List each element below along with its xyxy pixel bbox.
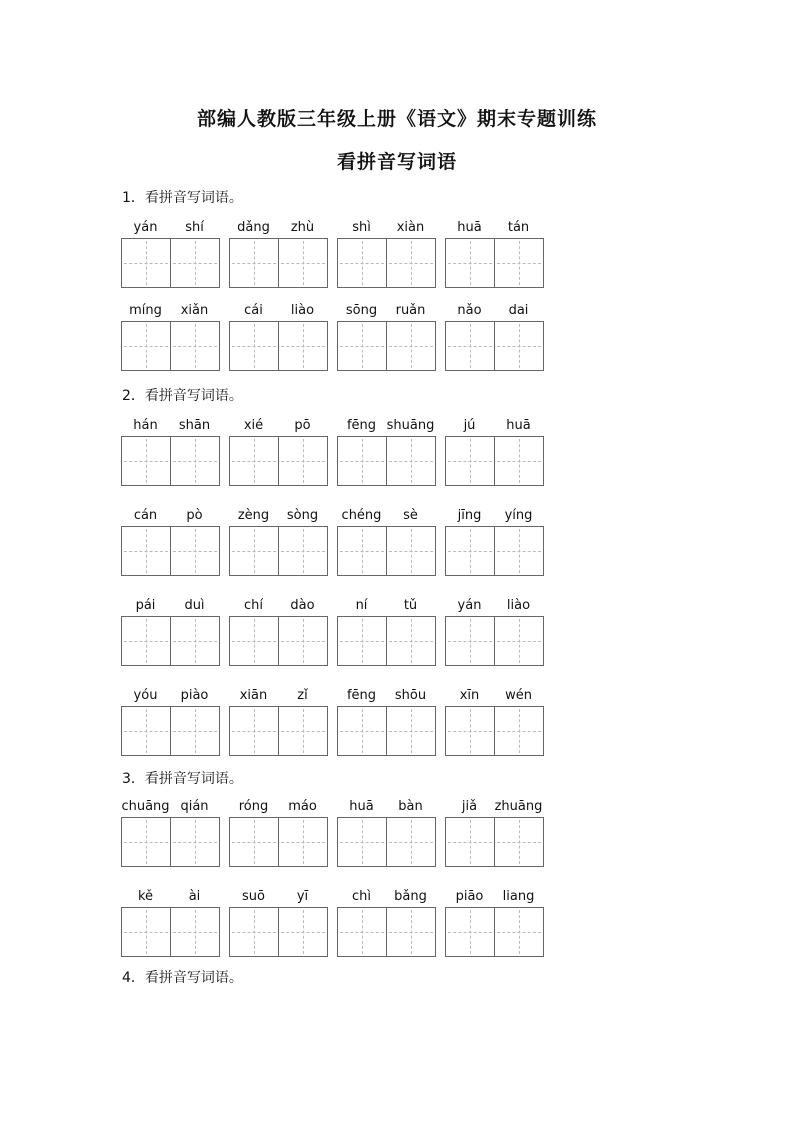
- pinyin-label: fēng: [346, 688, 377, 703]
- writing-box[interactable]: [122, 322, 171, 370]
- writing-box[interactable]: [230, 239, 279, 287]
- word-item: [445, 218, 544, 288]
- writing-box[interactable]: [446, 239, 495, 287]
- word-item: [229, 596, 328, 666]
- word-row: [121, 797, 544, 867]
- word-item: [337, 506, 436, 576]
- writing-box[interactable]: [495, 239, 544, 287]
- writing-box[interactable]: [387, 527, 436, 575]
- writing-box[interactable]: [338, 617, 387, 665]
- pinyin-label: shí: [185, 220, 204, 235]
- pinyin-label: suō: [242, 889, 265, 904]
- pinyin-label: tán: [507, 220, 530, 235]
- writing-box[interactable]: [387, 908, 436, 956]
- pinyin-label: shuāng: [386, 418, 435, 433]
- writing-box[interactable]: [171, 707, 220, 755]
- writing-box[interactable]: [171, 239, 220, 287]
- writing-box[interactable]: [495, 527, 544, 575]
- word-item: [229, 301, 328, 371]
- pinyin-label: róng: [238, 799, 269, 814]
- writing-box[interactable]: [338, 437, 387, 485]
- writing-box[interactable]: [279, 239, 328, 287]
- pinyin-label: tǔ: [403, 598, 418, 613]
- pinyin-label: pái: [135, 598, 156, 613]
- pinyin-label: xiǎn: [180, 303, 209, 318]
- writing-box[interactable]: [446, 818, 495, 866]
- word-item: [445, 686, 544, 756]
- writing-box[interactable]: [171, 527, 220, 575]
- pinyin-label: máo: [288, 799, 317, 814]
- word-item: [121, 797, 220, 867]
- writing-box[interactable]: [171, 437, 220, 485]
- word-item: [445, 301, 544, 371]
- pinyin-label: jiǎ: [461, 799, 478, 814]
- pinyin-label: nǎo: [457, 303, 482, 318]
- writing-box[interactable]: [171, 617, 220, 665]
- writing-box[interactable]: [230, 908, 279, 956]
- writing-box[interactable]: [387, 818, 436, 866]
- section-label: 4．看拼音写词语。: [122, 970, 243, 986]
- writing-box[interactable]: [338, 239, 387, 287]
- word-row: [121, 416, 544, 486]
- word-row: [121, 596, 544, 666]
- pinyin-label: qián: [180, 799, 209, 814]
- pinyin-label: chí: [244, 598, 263, 613]
- writing-box[interactable]: [230, 818, 279, 866]
- pinyin-label: yán: [457, 598, 482, 613]
- writing-box[interactable]: [230, 437, 279, 485]
- word-item: [337, 686, 436, 756]
- pinyin-label: pò: [186, 508, 203, 523]
- writing-box[interactable]: [230, 527, 279, 575]
- pinyin-label: huā: [457, 220, 482, 235]
- word-item: [337, 416, 436, 486]
- pinyin-label: cán: [133, 508, 158, 523]
- writing-box[interactable]: [230, 322, 279, 370]
- word-item: [337, 797, 436, 867]
- writing-box[interactable]: [387, 617, 436, 665]
- pinyin-label: jīng: [457, 508, 482, 523]
- pinyin-label: sè: [403, 508, 418, 523]
- pinyin-label: ruǎn: [395, 303, 426, 318]
- pinyin-label: zèng: [237, 508, 270, 523]
- pinyin-label: sōng: [345, 303, 378, 318]
- pinyin-label: míng: [129, 303, 162, 318]
- word-row: [121, 218, 544, 288]
- word-item: [121, 416, 220, 486]
- writing-box[interactable]: [279, 527, 328, 575]
- word-item: [337, 218, 436, 288]
- writing-box[interactable]: [338, 908, 387, 956]
- writing-box[interactable]: [495, 322, 544, 370]
- pinyin-label: dai: [508, 303, 529, 318]
- word-item: [229, 506, 328, 576]
- pinyin-label: ài: [188, 889, 201, 904]
- pinyin-label: xié: [243, 418, 264, 433]
- word-item: [337, 887, 436, 957]
- pinyin-label: cái: [244, 303, 263, 318]
- pinyin-label: shān: [178, 418, 211, 433]
- word-item: [229, 416, 328, 486]
- writing-box[interactable]: [338, 527, 387, 575]
- pinyin-label: zhù: [290, 220, 315, 235]
- section-label: 2．看拼音写词语。: [122, 388, 243, 404]
- pinyin-label: dǎng: [237, 220, 270, 235]
- pinyin-label: zhuāng: [494, 799, 543, 814]
- word-item: [445, 596, 544, 666]
- pinyin-label: huā: [506, 418, 531, 433]
- pinyin-label: shōu: [394, 688, 427, 703]
- pinyin-label: chuāng: [121, 799, 170, 814]
- writing-box[interactable]: [495, 818, 544, 866]
- pinyin-label: jú: [463, 418, 476, 433]
- word-item: [121, 596, 220, 666]
- pinyin-label: chéng: [341, 508, 382, 523]
- section-label: 1．看拼音写词语。: [122, 190, 243, 206]
- pinyin-label: liào: [506, 598, 531, 613]
- writing-box[interactable]: [122, 239, 171, 287]
- pinyin-label: xiàn: [396, 220, 425, 235]
- writing-box[interactable]: [122, 908, 171, 956]
- word-item: [445, 416, 544, 486]
- writing-box[interactable]: [122, 818, 171, 866]
- pinyin-label: ní: [355, 598, 368, 613]
- pinyin-label: chì: [352, 889, 371, 904]
- pinyin-label: hán: [133, 418, 158, 433]
- page-title: 部编人教版三年级上册《语文》期末专题训练: [196, 108, 597, 130]
- word-item: [121, 301, 220, 371]
- pinyin-label: xiān: [239, 688, 268, 703]
- word-item: [337, 596, 436, 666]
- writing-box[interactable]: [122, 617, 171, 665]
- writing-box[interactable]: [122, 437, 171, 485]
- word-item: [445, 506, 544, 576]
- writing-box[interactable]: [171, 908, 220, 956]
- pinyin-label: duì: [184, 598, 205, 613]
- writing-box[interactable]: [171, 322, 220, 370]
- writing-box[interactable]: [495, 707, 544, 755]
- pinyin-label: sòng: [286, 508, 319, 523]
- writing-box[interactable]: [279, 437, 328, 485]
- word-row: [121, 506, 544, 576]
- writing-box[interactable]: [279, 908, 328, 956]
- pinyin-label: zǐ: [297, 688, 308, 703]
- word-row: [121, 686, 544, 756]
- pinyin-label: pō: [294, 418, 311, 433]
- writing-box[interactable]: [279, 707, 328, 755]
- writing-box[interactable]: [171, 818, 220, 866]
- writing-box[interactable]: [495, 908, 544, 956]
- writing-box[interactable]: [122, 527, 171, 575]
- word-item: [229, 686, 328, 756]
- word-row: [121, 301, 544, 371]
- word-item: [337, 301, 436, 371]
- word-item: [229, 218, 328, 288]
- writing-box[interactable]: [387, 707, 436, 755]
- writing-box[interactable]: [230, 707, 279, 755]
- word-item: [121, 506, 220, 576]
- pinyin-label: yóu: [133, 688, 158, 703]
- pinyin-label: liào: [290, 303, 315, 318]
- writing-box[interactable]: [338, 707, 387, 755]
- writing-box[interactable]: [279, 818, 328, 866]
- pinyin-label: dào: [290, 598, 315, 613]
- pinyin-label: yíng: [504, 508, 533, 523]
- writing-box[interactable]: [387, 239, 436, 287]
- word-item: [121, 218, 220, 288]
- section-label: 3．看拼音写词语。: [122, 771, 243, 787]
- writing-box[interactable]: [338, 322, 387, 370]
- writing-box[interactable]: [122, 707, 171, 755]
- writing-box[interactable]: [446, 707, 495, 755]
- writing-box[interactable]: [446, 908, 495, 956]
- pinyin-label: bàn: [398, 799, 423, 814]
- pinyin-label: piào: [180, 688, 209, 703]
- writing-box[interactable]: [230, 617, 279, 665]
- pinyin-label: yī: [296, 889, 309, 904]
- pinyin-label: piāo: [455, 889, 484, 904]
- writing-box[interactable]: [338, 818, 387, 866]
- writing-box[interactable]: [279, 617, 328, 665]
- pinyin-label: wén: [505, 688, 532, 703]
- pinyin-label: shì: [352, 220, 371, 235]
- word-item: [229, 887, 328, 957]
- writing-box[interactable]: [495, 437, 544, 485]
- word-item: [445, 887, 544, 957]
- writing-box[interactable]: [446, 527, 495, 575]
- pinyin-label: huā: [349, 799, 374, 814]
- word-row: [121, 887, 544, 957]
- word-item: [121, 887, 220, 957]
- word-item: [229, 797, 328, 867]
- writing-box[interactable]: [279, 322, 328, 370]
- pinyin-label: bǎng: [394, 889, 427, 904]
- writing-box[interactable]: [387, 322, 436, 370]
- pinyin-label: kě: [137, 889, 154, 904]
- writing-box[interactable]: [446, 437, 495, 485]
- pinyin-label: xīn: [459, 688, 480, 703]
- writing-box[interactable]: [387, 437, 436, 485]
- writing-box[interactable]: [495, 617, 544, 665]
- word-item: [121, 686, 220, 756]
- page-subtitle: 看拼音写词语: [336, 151, 457, 173]
- pinyin-label: liang: [502, 889, 535, 904]
- pinyin-label: yán: [133, 220, 158, 235]
- word-item: [445, 797, 544, 867]
- pinyin-label: fēng: [346, 418, 377, 433]
- writing-box[interactable]: [446, 322, 495, 370]
- writing-box[interactable]: [446, 617, 495, 665]
